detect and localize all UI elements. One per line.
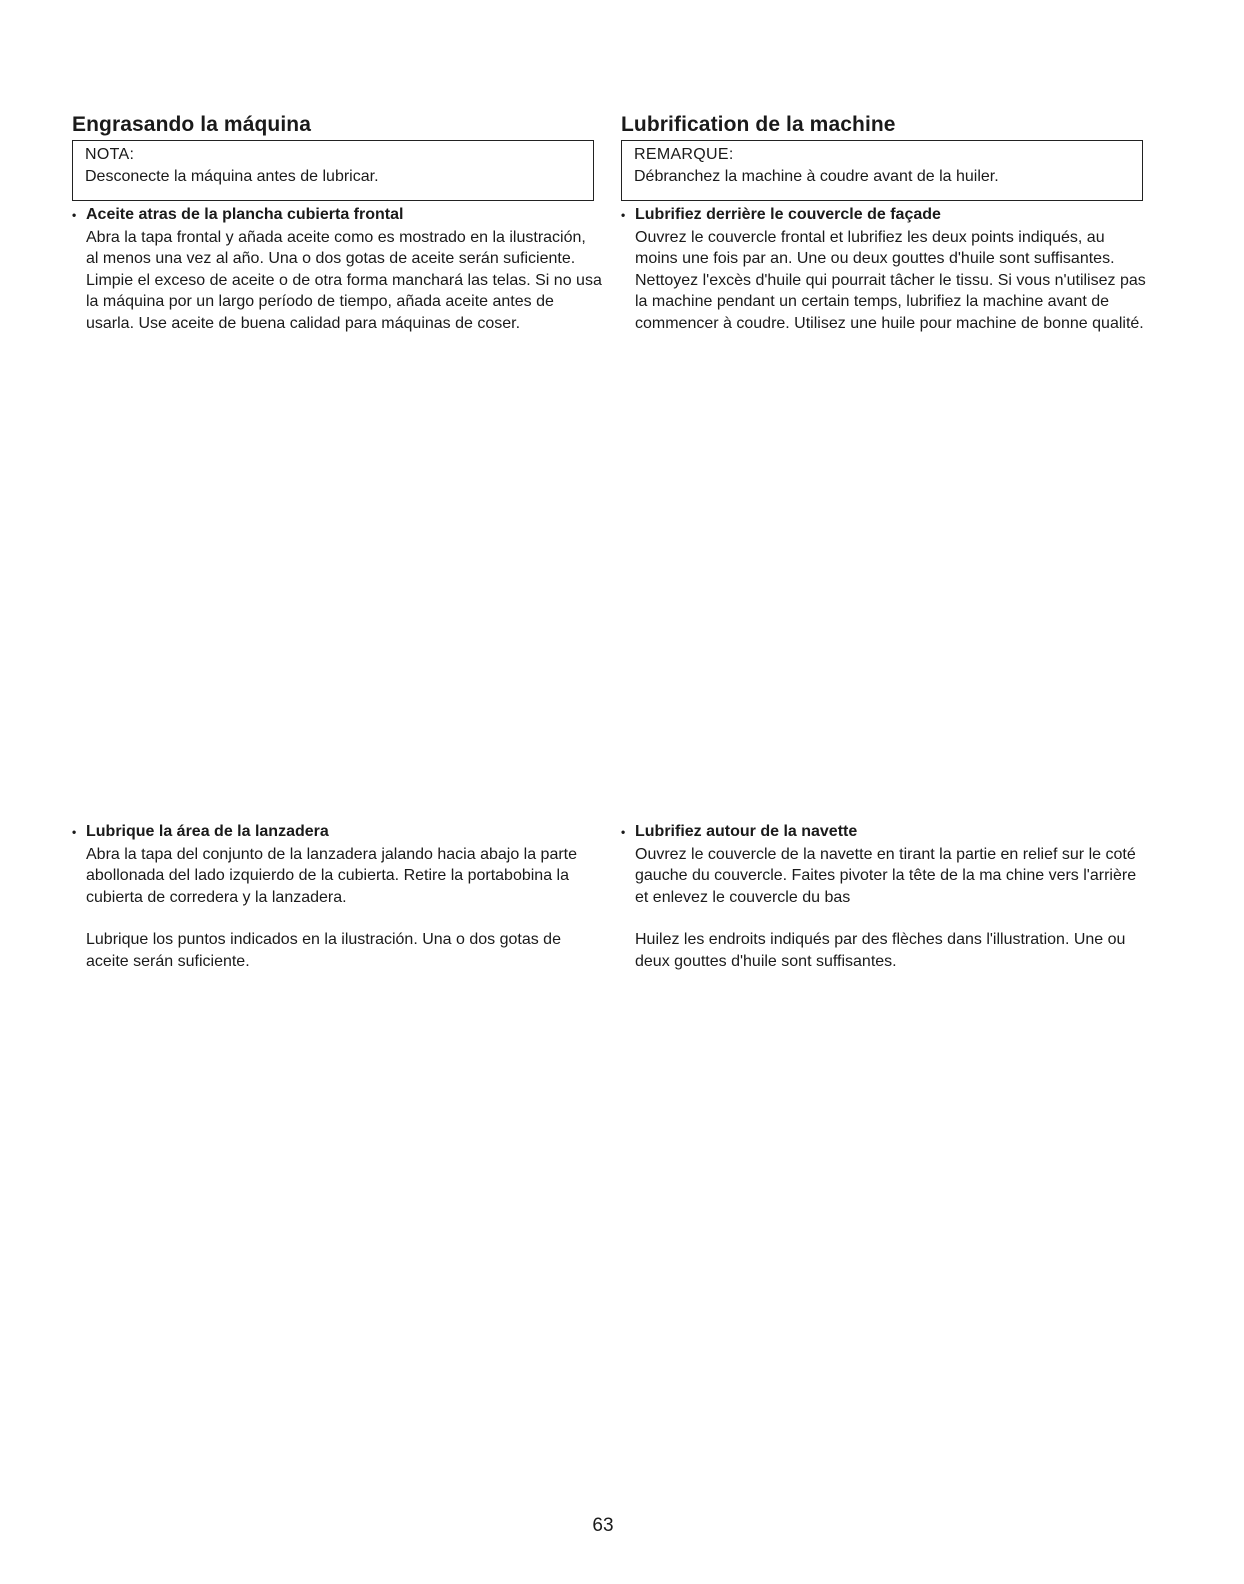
section-title-french: Lubrification de la machine — [621, 113, 896, 136]
item-heading: Lubrique la área de la lanzadera — [86, 823, 329, 840]
item-body — [72, 844, 602, 973]
item-heading-row — [72, 821, 602, 844]
item-body — [621, 844, 1151, 973]
item-heading: Aceite atras de la plancha cubierta frontal — [86, 206, 404, 223]
item-paragraph: Ouvrez le couvercle de la navette en tirant la partie en relief sur le coté gauche du couvercle. Faites pivoter la tête de la ma chine vers l'arrière et enlevez le couvercle du bas — [635, 845, 1137, 906]
bullet-icon: • — [621, 208, 626, 222]
item-heading: Lubrifiez derrière le couvercle de façade — [635, 206, 941, 223]
item-front-cover-french — [621, 204, 1151, 334]
page-number: 63 — [592, 1515, 614, 1536]
bullet-icon: • — [621, 825, 626, 839]
item-heading-row — [72, 204, 602, 227]
note-box-spanish — [72, 140, 594, 201]
french-lower-section — [621, 818, 1151, 972]
item-front-cover-spanish — [72, 204, 602, 334]
item-paragraph: Abra la tapa frontal y añada aceite como es mostrado en la ilustración, al menos una vez al año. Una o dos gotas de aceite serán suficiente. Limpie el exceso de aceite o de otra forma manchará las telas. Si no usa la máquina por un largo período de tiempo, añada aceite antes de usarla. Use aceite de buena calidad para máquinas de coser. — [86, 228, 602, 332]
spanish-lower-section — [72, 818, 602, 972]
french-column — [621, 112, 1151, 334]
note-box-french — [621, 140, 1143, 201]
item-paragraph: Ouvrez le couvercle frontal et lubrifiez les deux points indiqués, au moins une fois par an. Une ou deux gouttes d'huile sont suffisantes. Nettoyez l'excès d'huile qui pourrait tâcher le tissu. Si vous n'utilisez pas la machine pendant un certain temps, lubrifiez la machine avant de commencer à coudre. Utilisez une huile pour machine de bonne qualité. — [635, 228, 1146, 332]
item-heading-row — [621, 821, 1151, 844]
item-paragraph: Lubrique los puntos indicados en la ilustración. Una o dos gotas de aceite serán suficiente. — [86, 931, 561, 970]
item-body — [72, 227, 602, 335]
item-body — [621, 227, 1151, 335]
item-shuttle-spanish — [72, 821, 602, 972]
section-title-spanish: Engrasando la máquina — [72, 113, 311, 136]
bullet-icon: • — [72, 825, 77, 839]
item-paragraph: Abra la tapa del conjunto de la lanzadera jalando hacia abajo la parte abollonada del lado izquierdo de la cubierta. Retire la portabobina la cubierta de corredera y la lanzadera. — [86, 845, 578, 906]
note-label-french: REMARQUE: — [634, 146, 734, 163]
item-shuttle-french — [621, 821, 1151, 972]
item-heading-row — [621, 204, 1151, 227]
spanish-column — [72, 112, 602, 334]
note-label-spanish: NOTA: — [85, 146, 135, 163]
item-paragraph: Huilez les endroits indiqués par des flèches dans l'illustration. Une ou deux gouttes d'huile sont suffisantes. — [635, 931, 1126, 970]
note-text-spanish: Desconecte la máquina antes de lubricar. — [85, 168, 379, 185]
item-heading: Lubrifiez autour de la navette — [635, 823, 858, 840]
bullet-icon: • — [72, 208, 77, 222]
note-text-french: Débranchez la machine à coudre avant de la huiler. — [634, 168, 999, 185]
